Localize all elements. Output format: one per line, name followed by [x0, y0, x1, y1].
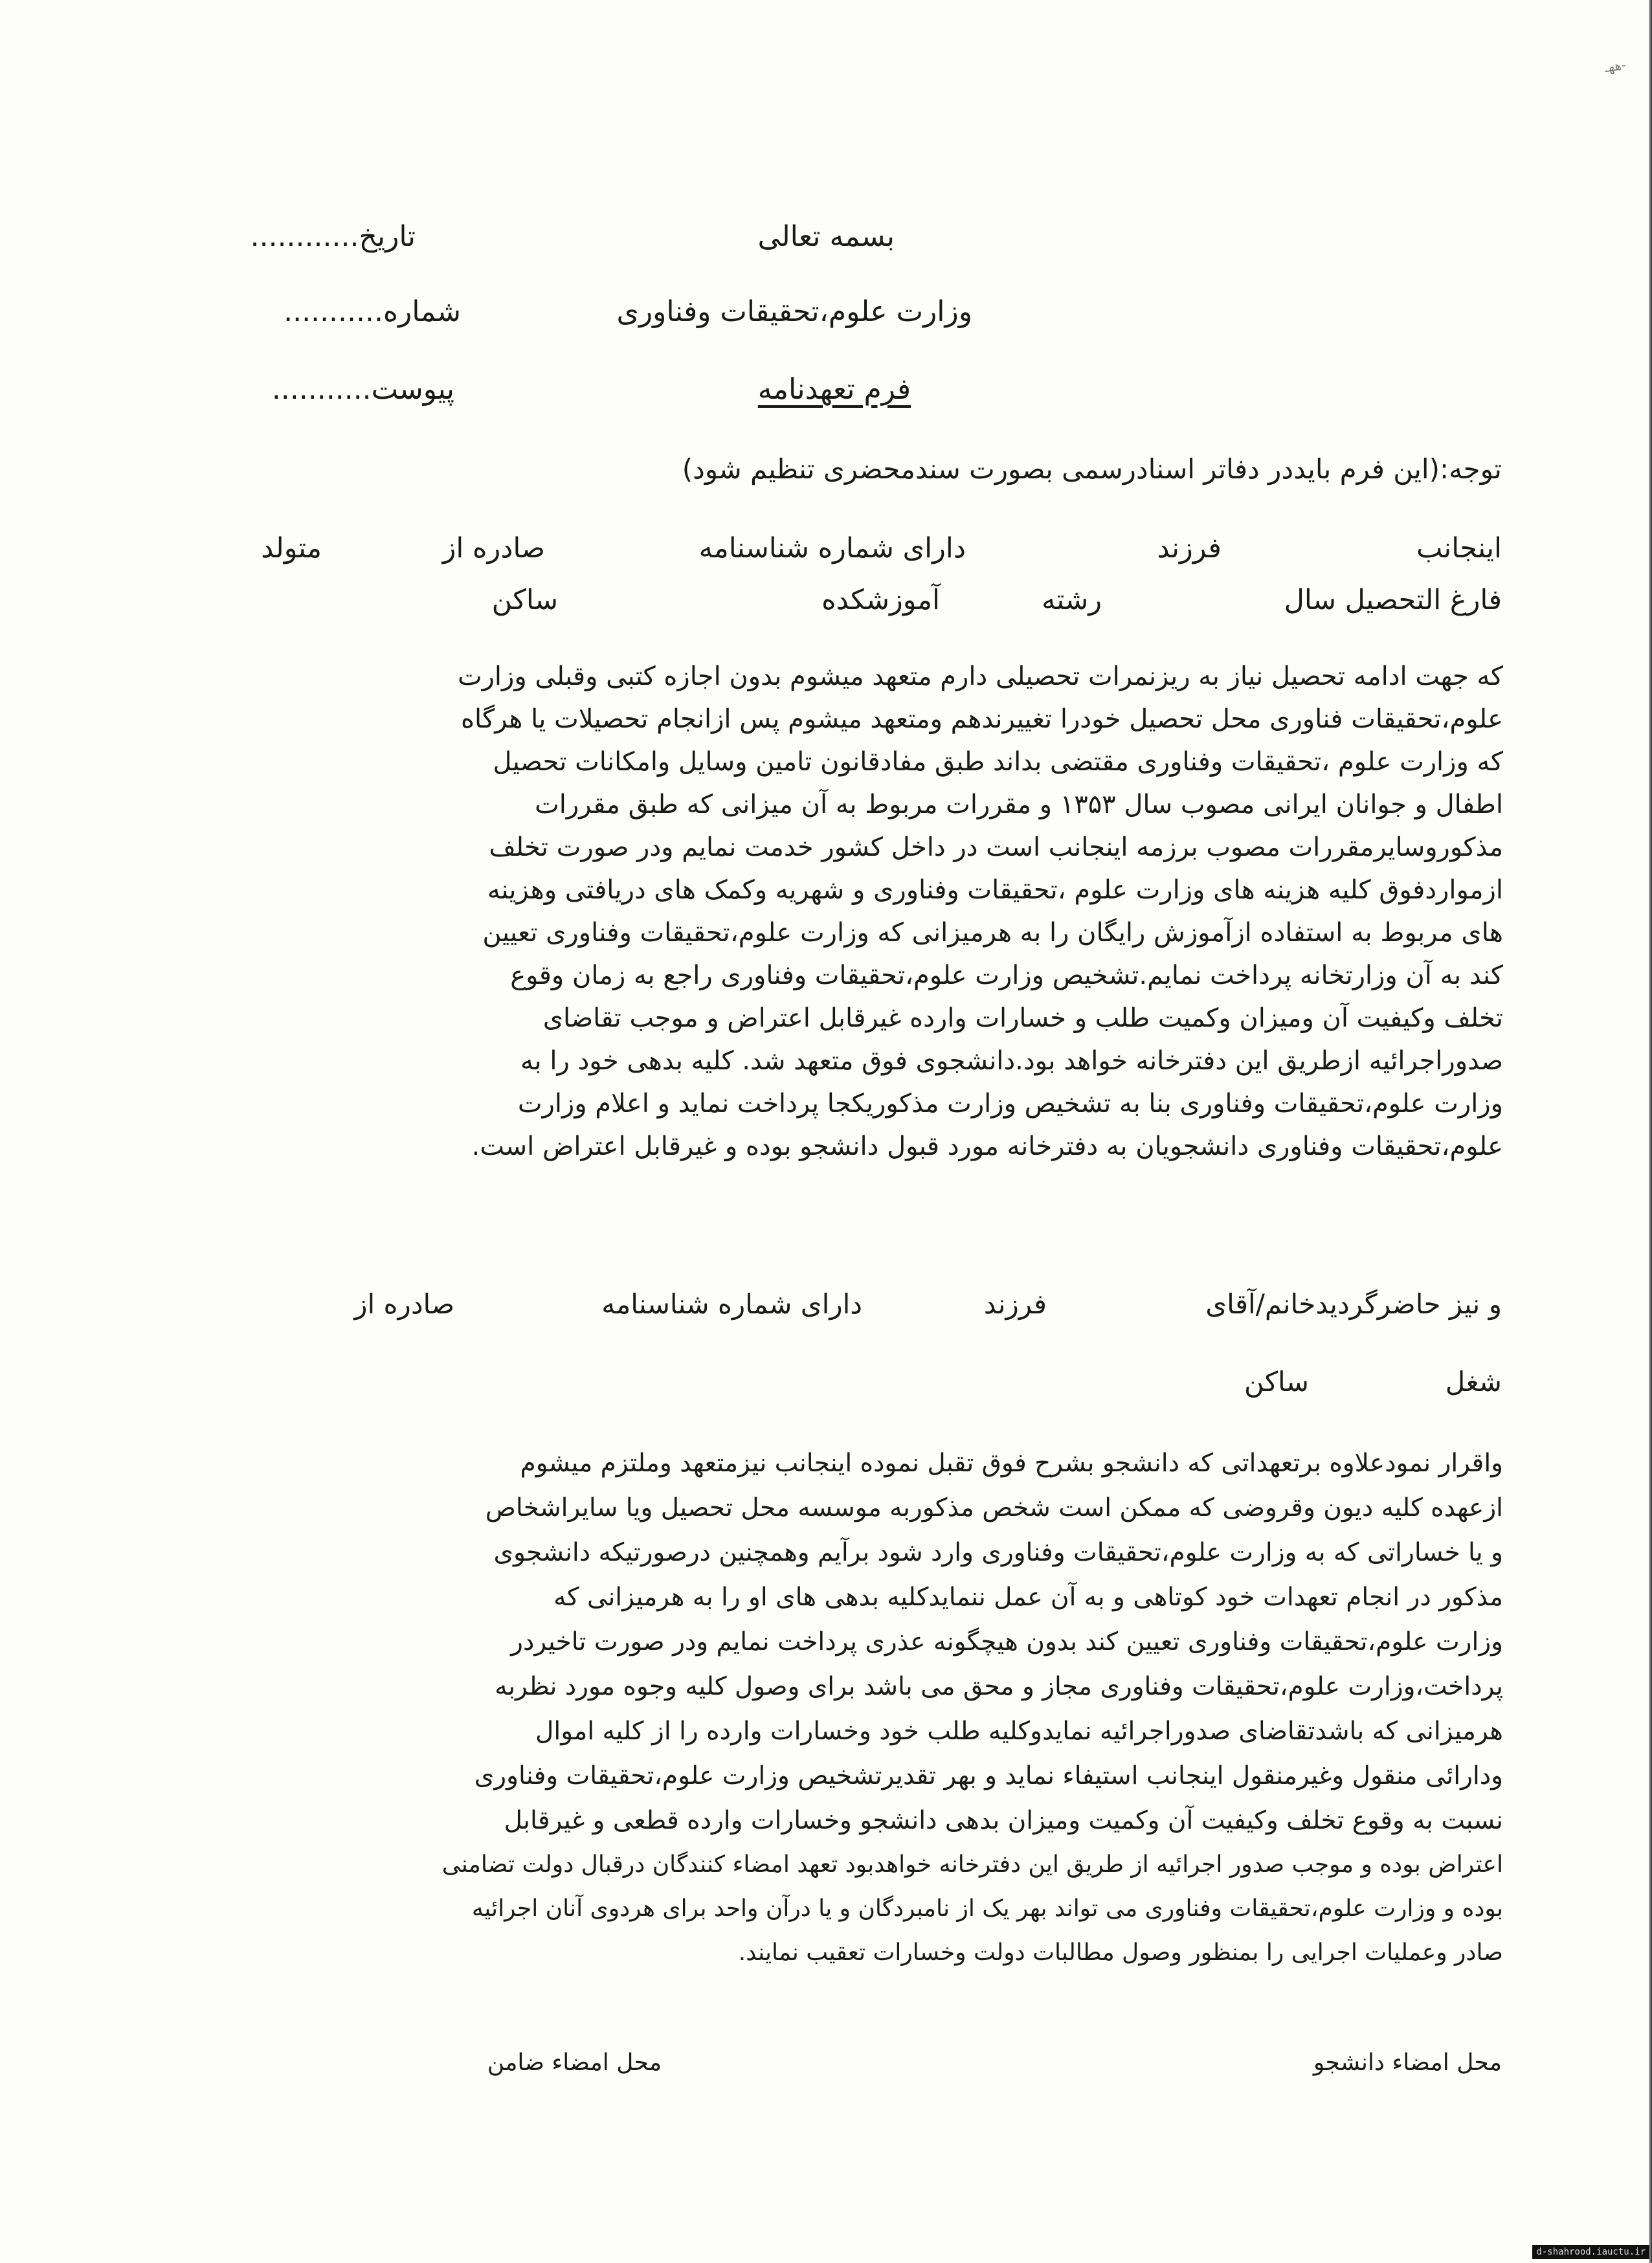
- paragraph-line: مذکور در انجام تعهدات خود کوتاهی و به آن عمل ننمایدکلیه بدهی های او را به هرمیزانی که: [553, 1583, 1503, 1612]
- number-field: شماره...........: [284, 295, 461, 328]
- guarantor-present-label: و نیز حاضرگردیدخانم/آقای: [1205, 1288, 1502, 1320]
- paragraph-line: صادر وعملیات اجرایی را بمنظور وصول مطالبات دولت وخسارات تعقیب نمایند.: [738, 1939, 1503, 1966]
- student-signature-place: محل امضاء دانشجو: [1313, 2049, 1502, 2076]
- graduation-year-label: فارغ التحصیل سال: [1284, 584, 1502, 616]
- student-issued-at-label: صادره از: [442, 532, 545, 564]
- paragraph-line: اطفال و جوانان ایرانی مصوب سال ۱۳۵۳ و مقررات مربوط به آن میزانی که طبق مقررات: [535, 790, 1503, 819]
- paragraph-line: وزارت علوم،تحقیقات وفناوری تعیین کند بدون هیچگونه عذری پرداخت نمایم ودر صورت تاخیردر: [511, 1627, 1503, 1656]
- attachment-field: پیوست...........: [271, 373, 454, 406]
- paragraph-line: کند به آن وزارتخانه پرداخت نمایم.تشخیص وزارت علوم،تحقیقات وفناوری راجع به زمان وقوع: [510, 961, 1503, 990]
- student-id-number-label: دارای شماره شناسنامه: [698, 532, 966, 564]
- paragraph-line: واقرار نمودعلاوه برتعهداتی که دانشجو بشرح فوق تقبل نموده اینجانب نیزمتعهد وملتزم میشوم: [520, 1449, 1503, 1478]
- form-title: فرم تعهدنامه: [757, 373, 911, 406]
- ministry-heading: وزارت علوم،تحقیقات وفناوری: [616, 295, 972, 328]
- student-born-label: متولد: [261, 532, 322, 564]
- guarantor-issued-at-label: صادره از: [354, 1288, 454, 1320]
- paragraph-line: صدوراجرائیه ازطریق این دفترخانه خواهد بود.دانشجوی فوق متعهد شد. کلیه بدهی خود را به: [520, 1046, 1503, 1076]
- paragraph-line: که جهت ادامه تحصیل نیاز به ریزنمرات تحصیلی دارم متعهد میشوم بدون اجازه کتبی وقبلی وزارت: [457, 662, 1503, 691]
- basmala-heading: بسمه تعالی: [757, 220, 895, 253]
- paragraph-line: های مربوط به استفاده ازآموزش رایگان را به هرمیزانی که وزارت علوم،تحقیقات وفناوری تعیین: [482, 918, 1503, 948]
- student-resident-label: ساکن: [491, 584, 558, 616]
- paragraph-line: ودارائی منقول وغیرمنقول اینجانب استیفاء نماید و بهر تقدیرتشخیص وزارت علوم،تحقیقات وفناوری: [474, 1761, 1503, 1790]
- student-field-label: رشته: [1042, 584, 1102, 616]
- guarantor-child-of-label: فرزند: [983, 1288, 1047, 1320]
- paragraph-line: بوده و وزارت علوم،تحقیقات وفناوری می تواند بهر یک از نامبردگان و یا درآن واحد برای هردوی آنان اجرائیه: [471, 1895, 1503, 1922]
- paragraph-line: ازعهده کلیه دیون وقروضی که ممکن است شخص مذکوربه موسسه محل تحصیل ویا سایراشخاص: [485, 1493, 1503, 1522]
- paragraph-line: تخلف وکیفیت آن ومیزان وکمیت طلب و خسارات وارده غیرقابل اعتراض و موجب تقاضای: [542, 1003, 1503, 1033]
- paragraph-line: هرمیزانی که باشدتقاضای صدوراجرائیه نمایدوکلیه طلب خود وخسارات وارده را از کلیه اموال: [535, 1717, 1503, 1746]
- notarization-notice: توجه:(این فرم بایددر دفاتر اسنادرسمی بصورت سندمحضری تنظیم شود): [682, 453, 1502, 485]
- corner-handwritten-mark: ههـ-: [1603, 56, 1627, 76]
- undersigned-label: اینجانب: [1416, 532, 1502, 564]
- scan-edge-shadow: [1649, 0, 1652, 2263]
- paragraph-line: که وزارت علوم ،تحقیقات وفناوری مقتضی بداند طبق مفادقانون تامین وسایل وامکانات تحصیل: [493, 747, 1503, 777]
- guarantor-signature-place: محل امضاء ضامن: [487, 2049, 662, 2076]
- date-field: تاریخ............: [250, 220, 416, 253]
- student-child-of-label: فرزند: [1157, 532, 1222, 564]
- commitment-paragraph: [208, 655, 1503, 1168]
- site-watermark: d-shahrood.iauctu.ir: [1532, 2245, 1649, 2259]
- guarantee-paragraph: [208, 1441, 1503, 1975]
- guarantor-resident-label: ساکن: [1244, 1366, 1309, 1398]
- paragraph-line: ازمواردفوق کلیه هزینه های وزارت علوم ،تحقیقات وفناوری و شهریه وکمک های دریافتی وهزینه: [487, 875, 1503, 905]
- faculty-label: آموزشکده: [821, 584, 940, 616]
- paragraph-line: علوم،تحقیقات وفناوری دانشجویان به دفترخانه مورد قبول دانشجو بوده و غیرقابل اعتراض است.: [471, 1132, 1503, 1161]
- paragraph-line: و یا خساراتی که به وزارت علوم،تحقیقات وفناوری وارد شود برآیم وهمچنین درصورتیکه دانشجوی: [493, 1538, 1503, 1567]
- guarantor-id-number-label: دارای شماره شناسنامه: [601, 1288, 862, 1320]
- paragraph-line: پرداخت،وزارت علوم،تحقیقات وفناوری مجاز و محق می باشد برای وصول کلیه وجوه مورد نظربه: [495, 1672, 1503, 1701]
- paragraph-line: علوم،تحقیقات فناوری محل تحصیل خودرا تغییرندهم ومتعهد میشوم پس ازانجام تحصیلات یا هرگاه: [461, 704, 1503, 734]
- occupation-label: شغل: [1445, 1366, 1502, 1398]
- paragraph-line: وزارت علوم،تحقیقات وفناوری بنا به تشخیص وزارت مذکوریکجا پرداخت نماید و اعلام وزارت: [517, 1089, 1503, 1119]
- paragraph-line: مذکوروسایرمقررات مصوب برزمه اینجانب است در داخل کشور خدمت نمایم ودر صورت تخلف: [489, 832, 1503, 862]
- paragraph-line: نسبت به وقوع تخلف وکیفیت آن وکمیت ومیزان بدهی دانشجو وخسارات وارده قطعی و غیرقابل: [504, 1806, 1503, 1835]
- paragraph-line: اعتراض بوده و موجب صدور اجرائیه از طریق این دفترخانه خواهدبود تعهد امضاء کنندگان درقبال دولت تضامنی: [441, 1851, 1503, 1878]
